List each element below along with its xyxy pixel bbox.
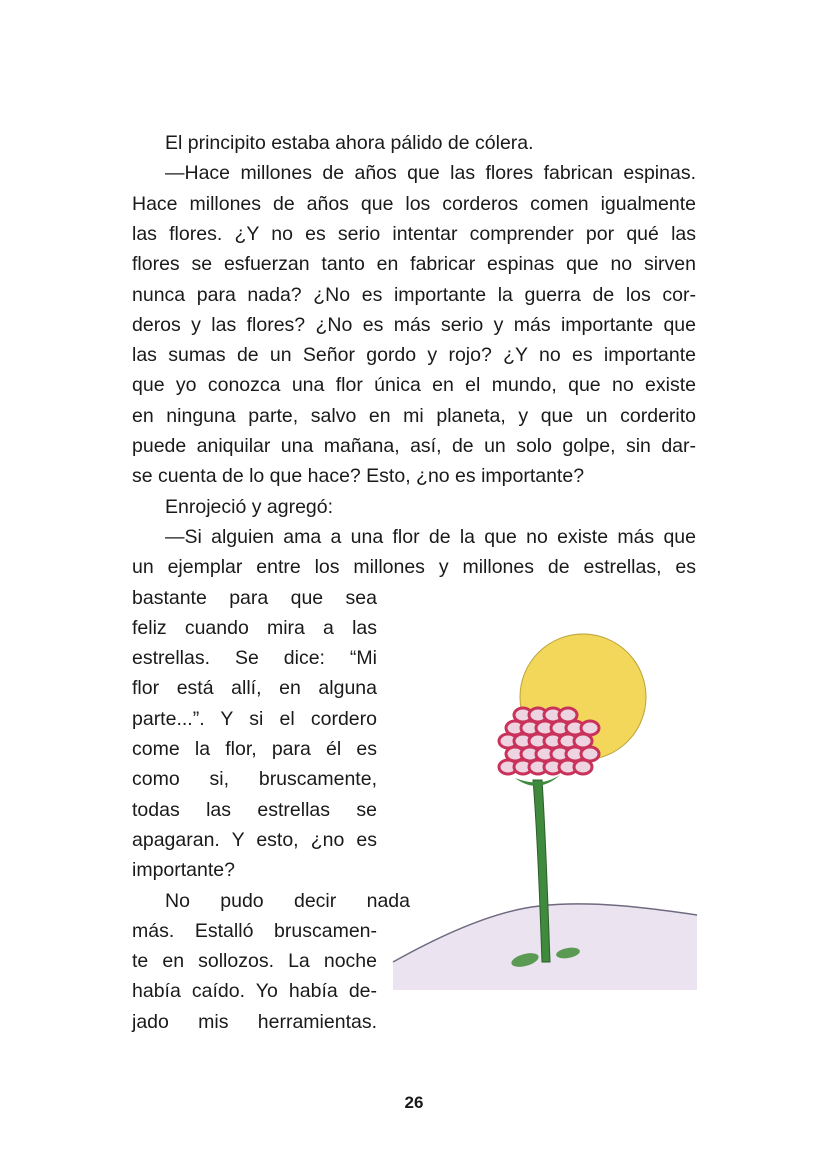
text-line: nunca para nada? ¿No es importante la guerra de los cor- bbox=[132, 283, 696, 306]
text-line: apagaran. Y esto, ¿no es bbox=[132, 828, 377, 851]
page-number: 26 bbox=[404, 1093, 424, 1112]
text-line: en ninguna parte, salvo en mi planeta, y que un corderito bbox=[132, 404, 696, 427]
text-line: las flores. ¿Y no es serio intentar comprender por qué las bbox=[132, 222, 696, 245]
text-line: flor está allí, en alguna bbox=[132, 677, 377, 700]
text-line: flores se esfuerzan tanto en fabricar espinas que no sirven bbox=[132, 253, 696, 276]
text-line: estrellas. Se dice: “Mi bbox=[132, 647, 377, 670]
text-line: feliz cuando mira a las bbox=[132, 616, 377, 639]
text-line: No pudo decir nada bbox=[165, 889, 410, 912]
text-line: bastante para que sea bbox=[132, 586, 377, 609]
text-line: las sumas de un Señor gordo y rojo? ¿Y no es importante bbox=[132, 344, 696, 367]
text-line: deros y las flores? ¿No es más serio y más importante que bbox=[132, 313, 696, 336]
text-line: Hace millones de años que los corderos comen igualmente bbox=[132, 192, 696, 215]
text-line: —Si alguien ama a una flor de la que no existe más que bbox=[165, 525, 696, 548]
text-line: El principito estaba ahora pálido de cólera. bbox=[165, 132, 534, 154]
text-line: puede aniquilar una mañana, así, de un solo golpe, sin dar- bbox=[132, 435, 696, 457]
petal bbox=[574, 760, 592, 774]
text-line: todas las estrellas se bbox=[132, 798, 377, 821]
text-line: había caído. Yo había de- bbox=[132, 980, 377, 1003]
text-line: que yo conozca una flor única en el mundo, que no existe bbox=[132, 374, 696, 397]
rose-illustration bbox=[390, 610, 700, 990]
text-line: come la flor, para él es bbox=[132, 738, 377, 760]
text-line: como si, bruscamente, bbox=[132, 768, 377, 791]
text-line: más. Estalló bruscamen- bbox=[132, 919, 377, 942]
text-line: te en sollozos. La noche bbox=[132, 950, 377, 973]
text-line: jado mis herramientas. bbox=[132, 1010, 377, 1033]
text-line: un ejemplar entre los millones y millones de estrellas, es bbox=[132, 556, 696, 579]
text-line: parte...”. Y si el cordero bbox=[132, 707, 377, 730]
text-line: —Hace millones de años que las flores fabrican espinas. bbox=[165, 162, 696, 185]
text-line: importante? bbox=[132, 859, 235, 882]
text-line: se cuenta de lo que hace? Esto, ¿no es importante? bbox=[132, 465, 585, 488]
text-line: Enrojeció y agregó: bbox=[165, 495, 334, 518]
